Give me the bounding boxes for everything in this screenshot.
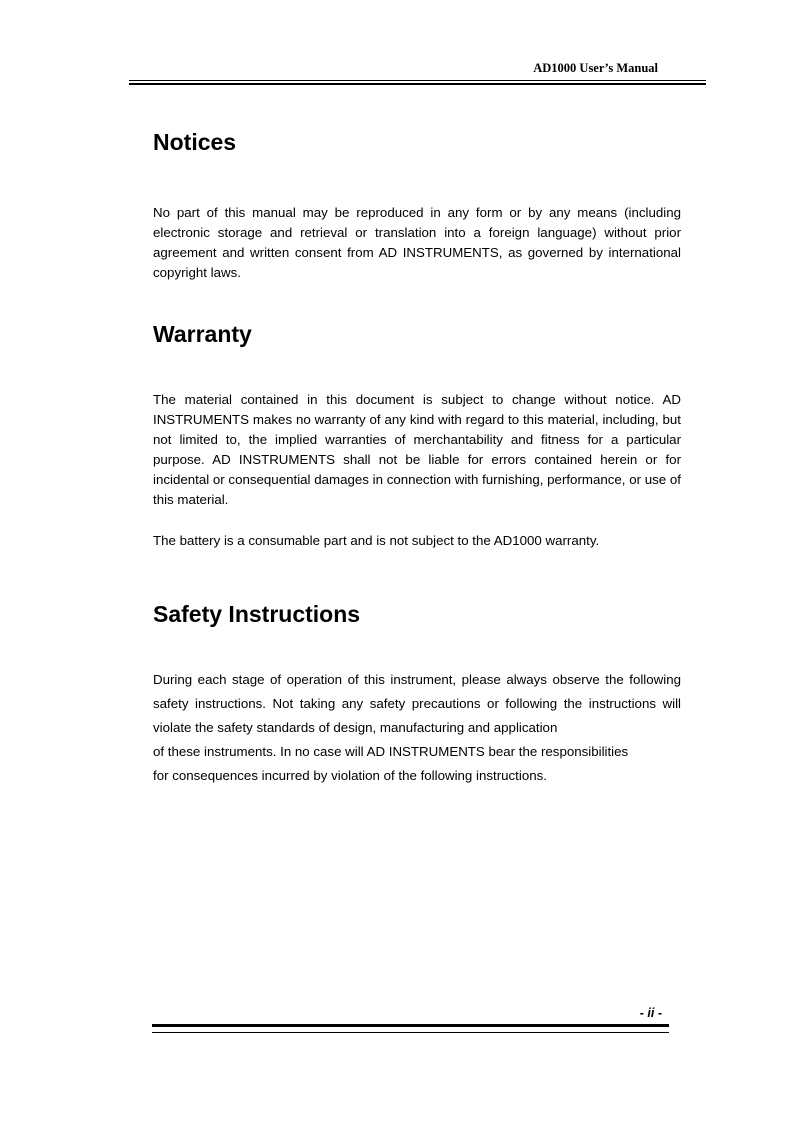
- safety-paragraph: During each stage of operation of this instrument, please always observe the following safety instructions. Not taking any safety precautions or following the instructions will violate the safety standards of design, manufacturing and application: [153, 672, 681, 735]
- notices-paragraph: No part of this manual may be reproduced in any form or by any means (including electronic storage and retrieval or translation into a foreign language) without prior agreement and written consent from AD INSTRUMENTS, as governed by international copyright laws.: [153, 205, 681, 280]
- warranty-paragraph-1: The material contained in this document is subject to change without notice. AD INSTRUMENTS makes no warranty of any kind with regard to this material, including, but not limited to, the implied warranties of merchantability and fitness for a particular purpose. AD INSTRUMENTS shall not be liable for errors contained herein or for incidental or consequential damages in connection with furnishing, performance, or use of this material.: [153, 392, 681, 507]
- safety-paragraph-line-4: of these instruments. In no case will AD INSTRUMENTS bear the responsibilities: [153, 744, 629, 759]
- section-title-safety: Safety Instructions: [153, 601, 361, 627]
- section-title-warranty: Warranty: [153, 321, 252, 347]
- header-rule: [129, 80, 706, 85]
- safety-paragraph-line-5: for consequences incurred by violation of the following instructions.: [153, 768, 547, 783]
- section-title-notices: Notices: [153, 129, 237, 155]
- footer-rule: [152, 1024, 669, 1033]
- page-number: - ii -: [639, 1006, 662, 1020]
- warranty-paragraph-2: The battery is a consumable part and is not subject to the AD1000 warranty.: [153, 533, 600, 548]
- running-header-title: AD1000 User’s Manual: [533, 61, 658, 75]
